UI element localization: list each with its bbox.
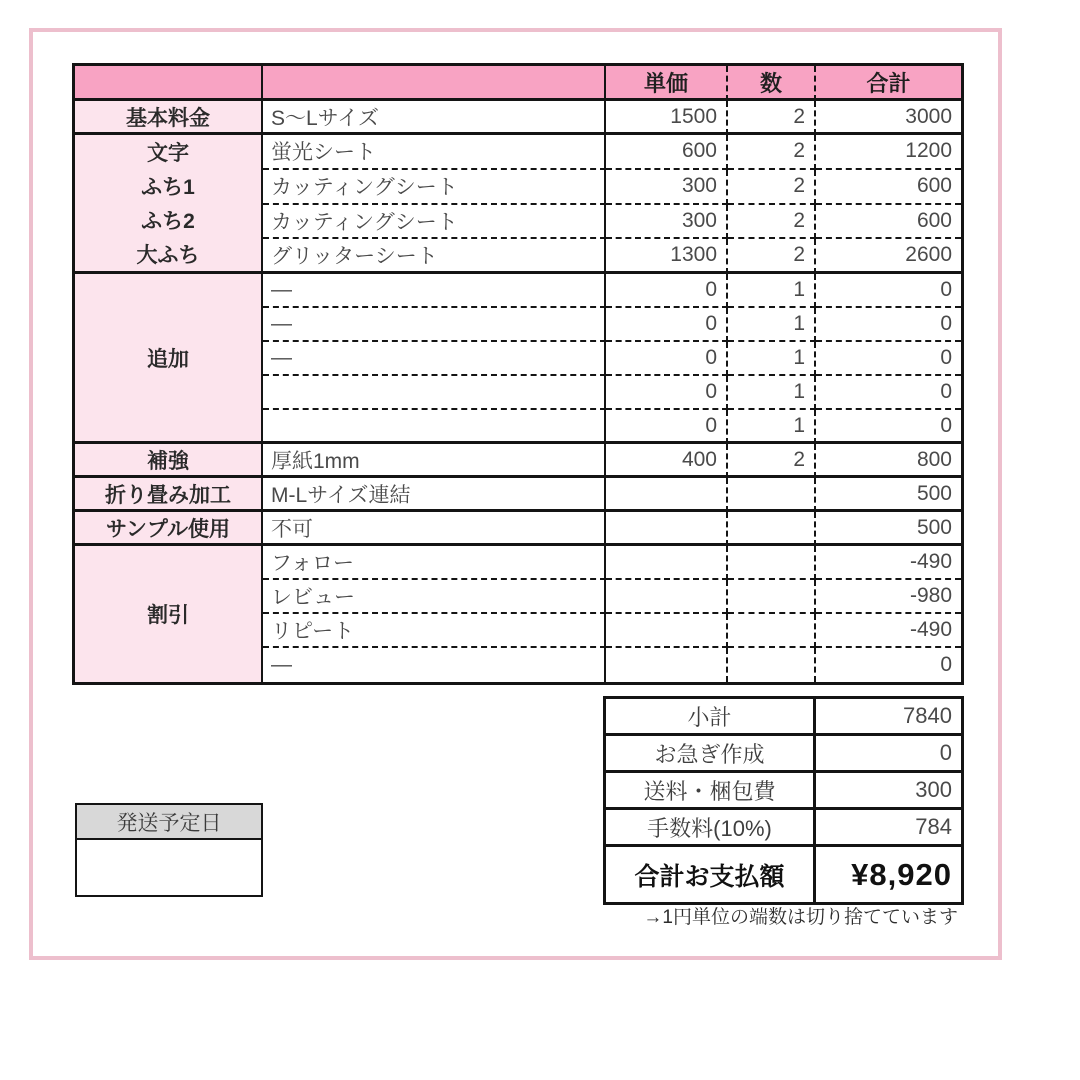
unit-cell: 0	[606, 410, 728, 444]
qty-cell	[728, 580, 816, 614]
summary-row-label: 送料・梱包費	[606, 773, 816, 810]
qty-cell: 1	[728, 308, 816, 342]
row-label-cell: 補強	[75, 444, 263, 478]
table-row	[75, 546, 961, 580]
summary-row-value: 300	[816, 773, 961, 810]
unit-cell: 0	[606, 274, 728, 308]
total-cell: 500	[816, 512, 961, 546]
shipping-date-value	[77, 840, 261, 895]
summary-row-label: お急ぎ作成	[606, 736, 816, 773]
total-cell: 0	[940, 653, 952, 676]
total-cell: 0	[816, 342, 961, 376]
desc-cell: フォロー	[263, 546, 606, 580]
qty-cell: 1	[728, 376, 816, 410]
summary-row-value: 7840	[816, 699, 961, 736]
price-table-header-row	[75, 66, 961, 101]
shipping-date-box	[75, 803, 263, 897]
unit-cell: 0	[606, 342, 728, 376]
summary-total-label: 合計お支払額	[606, 847, 816, 902]
rounding-note: →1円単位の端数は切り捨てています	[643, 907, 958, 928]
table-row	[75, 478, 961, 512]
unit-cell: 0	[606, 376, 728, 410]
unit-cell	[606, 478, 728, 512]
unit-cell: 300	[606, 205, 728, 240]
summary-table-body	[606, 699, 961, 902]
desc-cell: カッティングシート	[263, 205, 606, 240]
summary-row	[606, 810, 961, 847]
unit-cell	[606, 546, 728, 580]
unit-cell	[606, 614, 728, 648]
desc-cell: 厚紙1mm	[263, 444, 606, 478]
price-table	[72, 63, 964, 685]
header-unit-price: 単価	[606, 66, 728, 101]
table-row	[75, 135, 961, 170]
unit-cell: 0	[606, 308, 728, 342]
total-cell: 2600	[816, 239, 961, 274]
desc-cell: S〜Lサイズ	[263, 101, 606, 135]
row-label-line: ふち2	[141, 210, 195, 233]
total-cell: 600	[816, 205, 961, 240]
total-cell: -490	[816, 546, 961, 580]
header-blank-label	[75, 66, 263, 101]
total-cell: 3000	[816, 101, 961, 135]
unit-cell: 1500	[606, 101, 728, 135]
desc-cell: —	[263, 308, 606, 342]
total-cell: -980	[816, 580, 961, 614]
unit-cell: 400	[606, 444, 728, 478]
qty-cell: 1	[728, 410, 816, 444]
summary-row-value: 784	[816, 810, 961, 847]
desc-cell: 不可	[263, 512, 606, 546]
desc-cell: リピート	[263, 614, 606, 648]
row-label-line: 大ふち	[136, 244, 200, 267]
total-cell: 0	[816, 410, 961, 444]
desc-cell: —	[263, 342, 606, 376]
qty-cell	[728, 546, 816, 580]
desc-cell: M-Lサイズ連結	[263, 478, 606, 512]
total-cell: 0	[816, 376, 961, 410]
total-cell: 500	[816, 478, 961, 512]
total-cell: -490	[816, 614, 961, 648]
row-label-line: 文字	[147, 142, 189, 165]
row-label-cell: サンプル使用	[75, 512, 263, 546]
qty-cell: 2	[728, 101, 816, 135]
table-row	[75, 101, 961, 135]
unit-cell: 300	[606, 170, 728, 205]
summary-total-row	[606, 847, 961, 902]
qty-cell	[728, 512, 816, 546]
summary-row	[606, 773, 961, 810]
total-cell: 0	[816, 274, 961, 308]
row-label-cell: 追加	[75, 274, 263, 444]
summary-table	[603, 696, 964, 905]
row-label-cell: 割引	[75, 546, 263, 682]
qty-cell: 2	[728, 444, 816, 478]
summary-row	[606, 699, 961, 736]
qty-cell: 1	[728, 342, 816, 376]
summary-row	[606, 736, 961, 773]
row-label-cell: 折り畳み加工	[75, 478, 263, 512]
header-blank-desc	[263, 66, 606, 101]
shipping-date-title: 発送予定日	[77, 805, 261, 840]
unit-cell	[606, 648, 728, 682]
desc-cell: カッティングシート	[263, 170, 606, 205]
unit-cell: 600	[606, 135, 728, 170]
qty-cell: 2	[728, 205, 816, 240]
desc-cell: 蛍光シート	[263, 135, 606, 170]
summary-row-label: 手数料(10%)	[606, 810, 816, 847]
qty-cell: 2	[728, 170, 816, 205]
header-quantity: 数	[728, 66, 816, 101]
qty-cell: 2	[728, 239, 816, 274]
summary-row-value: 0	[816, 736, 961, 773]
row-label-line: ふち1	[141, 176, 195, 199]
total-cell: 0	[816, 308, 961, 342]
summary-total-value: ¥8,920	[851, 856, 952, 892]
desc-cell: グリッターシート	[263, 239, 606, 274]
desc-cell: —	[263, 274, 606, 308]
desc-cell: レビュー	[263, 580, 606, 614]
table-row	[75, 512, 961, 546]
total-cell: 600	[816, 170, 961, 205]
qty-cell: 2	[728, 135, 816, 170]
total-cell: 800	[816, 444, 961, 478]
table-row	[75, 444, 961, 478]
price-table-body	[75, 101, 961, 682]
desc-cell	[263, 410, 606, 444]
qty-cell	[728, 614, 816, 648]
qty-cell: 1	[728, 274, 816, 308]
unit-cell	[606, 512, 728, 546]
qty-cell	[728, 648, 816, 682]
total-cell: 1200	[816, 135, 961, 170]
row-label-cell: 基本料金	[75, 101, 263, 135]
unit-cell: 1300	[606, 239, 728, 274]
header-total: 合計	[816, 66, 961, 101]
desc-cell	[263, 376, 606, 410]
qty-cell	[728, 478, 816, 512]
desc-cell: —	[263, 648, 606, 682]
unit-cell	[606, 580, 728, 614]
table-row	[75, 274, 961, 308]
summary-row-label: 小計	[606, 699, 816, 736]
row-label-cell	[75, 135, 263, 274]
